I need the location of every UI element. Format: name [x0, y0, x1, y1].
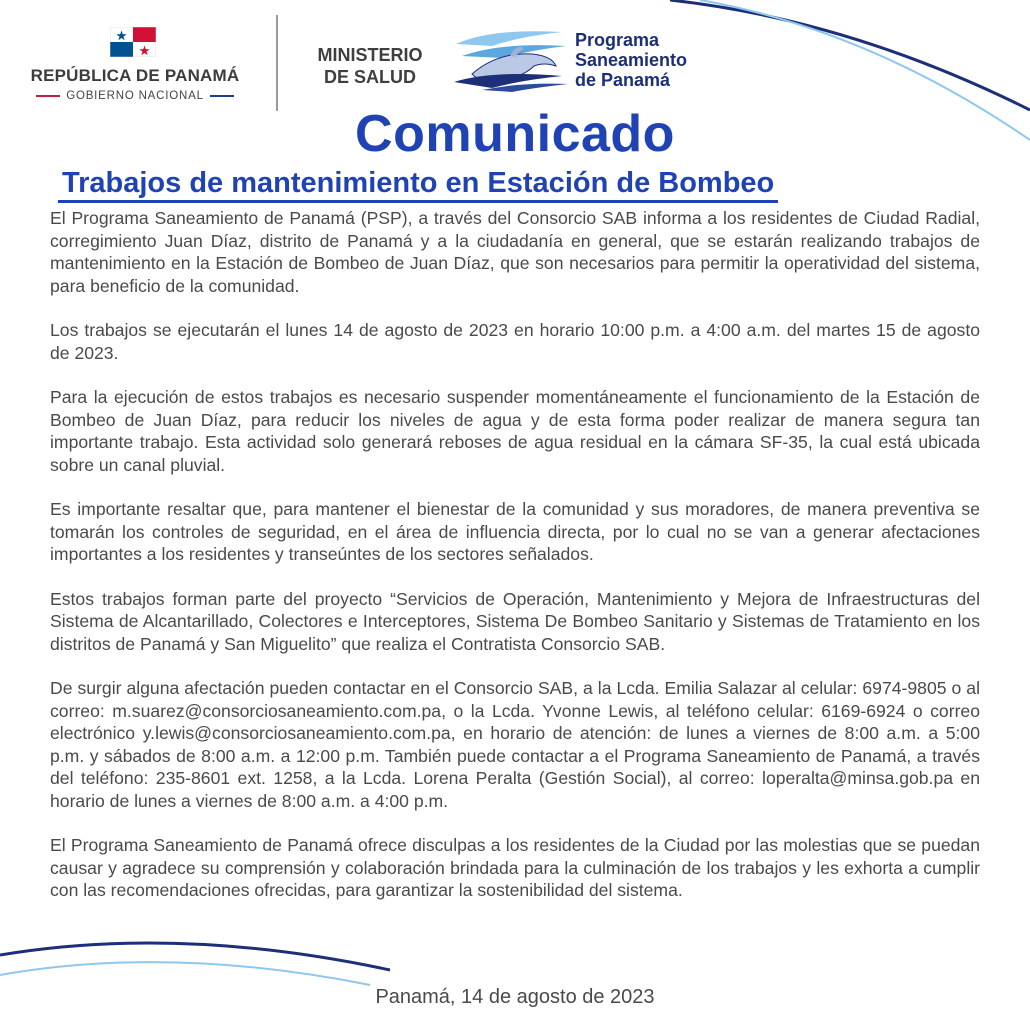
paragraph-7: El Programa Saneamiento de Panamá ofrece disculpas a los residentes de la Ciudad por las molestias que se puedan causar y agradece su comprensión y colaboración brindada para la culminación de los trabajos y les exhorta a cumplir con las recomendaciones ofrecidas, para garantizar la sostenibilidad del sistema. — [50, 835, 980, 900]
dolphin-logo-icon — [452, 26, 570, 92]
program-line-3: de Panamá — [575, 70, 671, 90]
paragraph-4: Es importante resaltar que, para mantener el bienestar de la comunidad y sus moradores, de manera preventiva se tomarán los controles de seguridad, en el área de influencia directa, por lo cual no se van a generar afectaciones importantes a los residentes y transeúntes de los sectores señalados. — [50, 499, 980, 564]
government-subtitle — [22, 90, 248, 102]
communique-body — [50, 207, 980, 924]
page-subtitle: Trabajos de mantenimiento en Estación de Bombeo — [58, 166, 778, 203]
date-line: Panamá, 14 de agosto de 2023 — [375, 986, 655, 1008]
header — [0, 0, 1030, 115]
paragraph-5: Estos trabajos forman parte del proyecto “Servicios de Operación, Mantenimiento y Mejora de Infraestructuras del Sistema de Alcantarillado, Colectores e Interceptores, Sistema De Bombeo Sanitario y Sistemas de Tratamiento en los distritos de Panamá y San Miguelito” que realiza el Contratista Consorcio SAB. — [50, 588, 980, 654]
program-name — [575, 30, 687, 90]
panama-flag-icon — [110, 27, 156, 57]
header-divider — [276, 15, 278, 111]
blue-rule — [210, 95, 234, 97]
ministry-name — [305, 44, 435, 88]
page-title: Comunicado — [355, 105, 675, 163]
paragraph-2: Los trabajos se ejecutarán el lunes 14 de agosto de 2023 en horario 10:00 p.m. a 4:00 a.m. del martes 15 de agosto de 2023. — [50, 320, 980, 363]
program-line-2: Saneamiento — [575, 50, 688, 70]
republic-title: REPÚBLICA DE PANAMÁ — [30, 66, 240, 85]
paragraph-1: El Programa Saneamiento de Panamá (PSP), a través del Consorcio SAB informa a los residentes de Ciudad Radial, corregimiento Juan Díaz, distrito de Panamá y a la ciudadanía en general, que se estarán realizando trabajos de mantenimiento en la Estación de Bombeo de Juan Díaz, que son necesarios para permitir la operatividad del sistema, para beneficio de la comunidad. — [50, 208, 980, 296]
paragraph-6: De surgir alguna afectación pueden contactar en el Consorcio SAB, a la Lcda. Emilia Salazar al celular: 6974-9805 o al correo: m.suarez@consorciosaneamiento.com.pa, o la Lcda. Yvonne Lewis, al teléfono celular: 6169-6924 o correo electrónico y.lewis@consorciosaneamiento.com.pa, en horario de atención: de lunes a viernes de 8:00 a.m. a 5:00 p.m. y sábados de 8:00 a.m. a 12:00 p.m. También puede contactar a el Programa Saneamiento de Panamá, a través del teléfono: 235-8601 ext. 1258, a la Lcda. Lorena Peralta (Gestión Social), al correo: loperalta@minsa.gob.pa en horario de lunes a viernes de 8:00 a.m. a 4:00 p.m. — [50, 678, 980, 811]
red-rule — [36, 95, 60, 97]
program-line-1: Programa — [575, 30, 660, 50]
paragraph-3: Para la ejecución de estos trabajos es necesario suspender momentáneamente el funcionamiento de la Estación de Bombeo de Juan Díaz, para reducir los niveles de agua y de esta forma poder realizar de manera segura tan importante trabajo. Esta actividad solo generará reboses de agua residual en la cámara SF-35, la cual está ubicada sobre un canal pluvial. — [50, 387, 980, 475]
ministry-line-1: MINISTERIO — [317, 45, 423, 65]
ministry-line-2: DE SALUD — [323, 67, 416, 87]
government-subtitle-text: GOBIERNO NACIONAL — [66, 90, 204, 102]
